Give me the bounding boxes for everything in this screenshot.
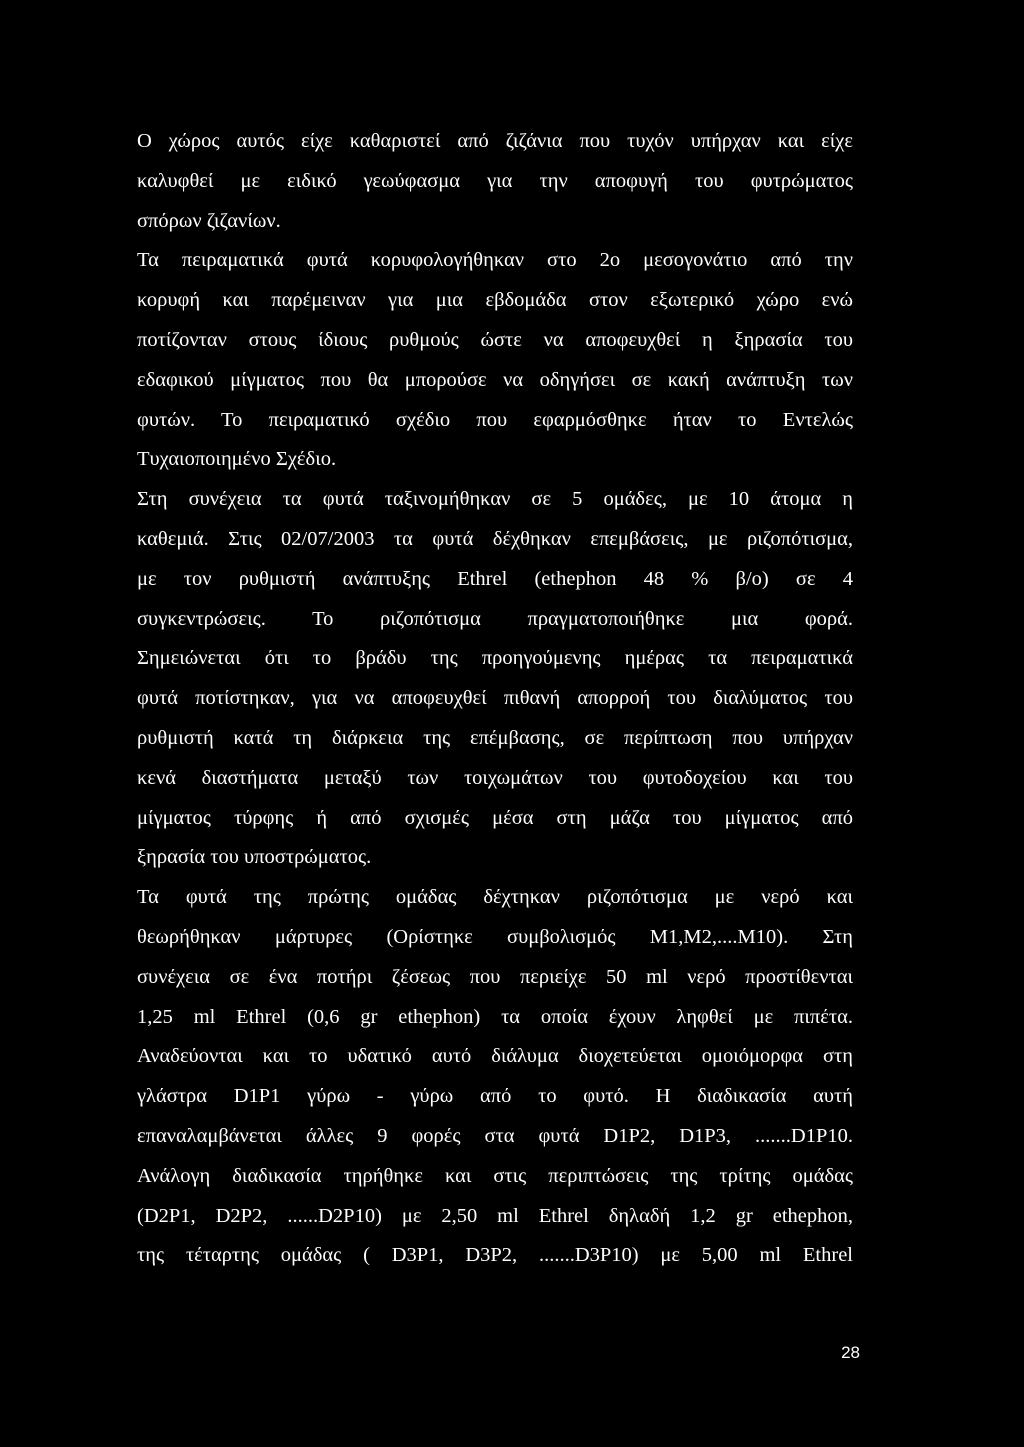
text-line: θεωρήθηκαν μάρτυρες (Ορίστηκε συμβολισμός M1,M2,....M10). Στη — [137, 925, 853, 948]
text-line: Στη συνέχεια τα φυτά ταξινομήθηκαν σε 5 ομάδες, με 10 άτομα η — [137, 488, 853, 511]
text-line: Τυχαιοποιημένο Σχέδιο. — [137, 448, 337, 471]
text-line: εδαφικού μίγματος που θα μπορούσε να οδηγήσει σε κακή ανάπτυξη των — [137, 368, 853, 391]
text-line: Τα φυτά της πρώτης ομάδας δέχτηκαν ριζοπότισμα με νερό και — [137, 886, 853, 909]
text-line: με τον ρυθμιστή ανάπτυξης Ethrel (ethephon 48 % β/ο) σε 4 — [137, 567, 853, 590]
text-line: κενά διαστήματα μεταξύ των τοιχωμάτων του φυτοδοχείου και του — [137, 766, 853, 789]
text-line: καλυφθεί με ειδικό γεωύφασμα για την αποφυγή του φυτρώματος — [137, 169, 853, 192]
text-line: συνέχεια σε ένα ποτήρι ζέσεως που περιείχε 50 ml νερό προστίθενται — [137, 965, 853, 988]
text-line: της τέταρτης ομάδας ( D3P1, D3P2, .......D3P10) με 5,00 ml Ethrel — [137, 1244, 853, 1267]
text-line: φυτά ποτίστηκαν, για να αποφευχθεί πιθανή απορροή του διαλύματος του — [137, 687, 853, 710]
text-line: ξηρασία του υποστρώματος. — [137, 846, 372, 869]
text-line: Αναδεύονται και το υδατικό αυτό διάλυμα διοχετεύεται ομοιόμορφα στη — [137, 1045, 853, 1068]
text-line: καθεμιά. Στις 02/07/2003 τα φυτά δέχθηκαν επεμβάσεις, με ριζοπότισμα, — [137, 527, 853, 550]
text-line: Τα πειραματικά φυτά κορυφολογήθηκαν στο 2ο μεσογονάτιο από την — [137, 249, 853, 272]
text-line: Σημειώνεται ότι το βράδυ της προηγούμενης ημέρας τα πειραματικά — [137, 647, 853, 670]
text-line: Ο χώρος αυτός είχε καθαριστεί από ζιζάνια που τυχόν υπήρχαν και είχε — [137, 130, 853, 152]
text-line: ποτίζονταν στους ίδιους ρυθμούς ώστε να αποφευχθεί η ξηρασία του — [137, 328, 853, 351]
page-number: 28 — [841, 1343, 860, 1362]
text-line: 1,25 ml Ethrel (0,6 gr ethephon) τα οποία έχουν ληφθεί με πιπέτα. — [137, 1005, 853, 1028]
text-line: φυτών. Το πειραματικό σχέδιο που εφαρμόσθηκε ήταν το Εντελώς — [137, 408, 853, 431]
text-line: επαναλαμβάνεται άλλες 9 φορές στα φυτά D1P2, D1P3, .......D1P10. — [137, 1124, 853, 1147]
text-line: συγκεντρώσεις. Το ριζοπότισμα πραγματοποιήθηκε μια φορά. — [137, 607, 853, 630]
text-line: ρυθμιστή κατά τη διάρκεια της επέμβασης, σε περίπτωση που υπήρχαν — [137, 726, 853, 749]
text-line: κορυφή και παρέμειναν για μια εβδομάδα στον εξωτερικό χώρο ενώ — [137, 289, 853, 312]
text-line: μίγματος τύρφης ή από σχισμές μέσα στη μάζα του μίγματος από — [137, 806, 853, 829]
text-line: (D2P1, D2P2, ......D2P10) με 2,50 ml Ethrel δηλαδή 1,2 gr ethephon, — [137, 1204, 853, 1227]
text-line: σπόρων ζιζανίων. — [137, 209, 281, 232]
text-line: Ανάλογη διαδικασία τηρήθηκε και στις περιπτώσεις της τρίτης ομάδας — [137, 1164, 853, 1187]
text-line: γλάστρα D1P1 γύρω - γύρω από το φυτό. Η διαδικασία αυτή — [137, 1085, 853, 1108]
body-text — [137, 122, 853, 1276]
